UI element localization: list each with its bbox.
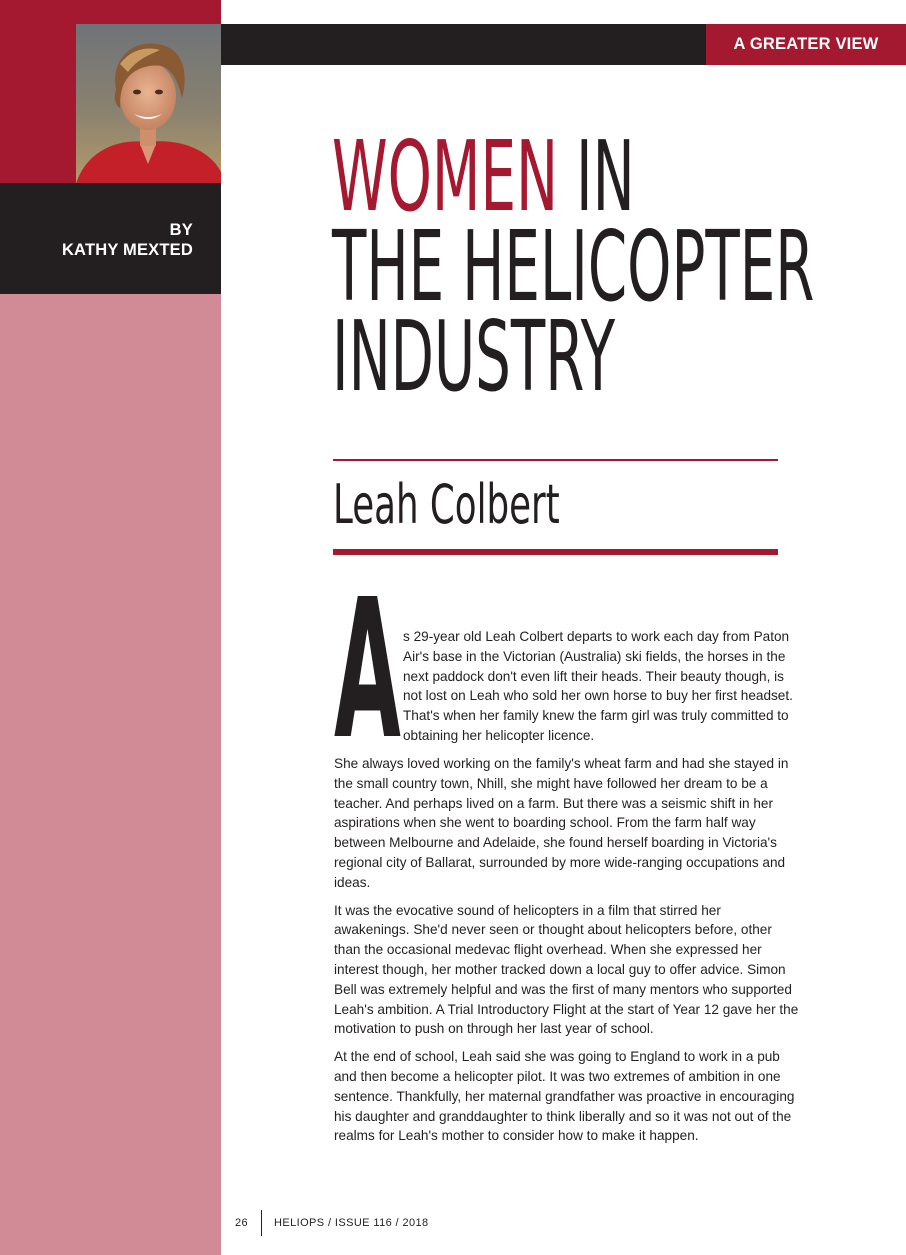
headline-accent-word: WOMEN (332, 120, 559, 233)
byline-prefix: BY (169, 221, 193, 239)
author-byline (62, 220, 193, 260)
article-headline (332, 120, 815, 413)
body-paragraph: At the end of school, Leah said she was going to England to work in a pub and then become a helicopter pilot. It was two extremes of ambition in one sentence. Thankfully, her maternal grandfather was proactive in encouraging his daughter and granddaughter to think liberally and so it was not out of the realms for Leah's mother to consider how to make it happen. (334, 1049, 795, 1144)
body-paragraph: It was the evocative sound of helicopters in a film that stirred her awakenings. She'd never seen or thought about helicopters before, other than the occasional medevac flight overhead. When she expressed her interest though, her mother tracked down a local guy to offer advice. Simon Bell was extremely helpful and was the first of many mentors who supported Leah's ambition. A Trial Introductory Flight at the start of Year 12 gave her the motivation to push on through her last year of school. (334, 902, 799, 1037)
divider-thin (333, 459, 778, 461)
footer-divider (261, 1210, 262, 1236)
divider-thick (333, 549, 778, 555)
publication-info: HELIOPS / ISSUE 116 / 2018 (274, 1217, 429, 1229)
intro-paragraph: s 29-year old Leah Colbert departs to work each day from Paton Air's base in the Victorian (Australia) ski fields, the horses in the next paddock don't even lift their heads. Their beauty though, is not lost on Leah who sold her own horse to buy her first headset. That's when her family knew the farm girl was truly committed to obtaining her helicopter licence. (403, 629, 793, 743)
byline-block (0, 183, 221, 294)
sidebar-pink-block (0, 294, 221, 1255)
page-number: 26 (235, 1217, 249, 1229)
headline-line-2: THE HELICOPTER (332, 210, 815, 323)
drop-cap: A (334, 559, 401, 782)
headline-line-1 (332, 120, 814, 233)
author-name: KATHY MEXTED (61, 241, 193, 259)
section-label: A GREATER VIEW (706, 24, 906, 65)
page-footer (235, 1210, 429, 1236)
headline-line-1-rest: IN (558, 120, 635, 233)
article-body (334, 754, 799, 1154)
body-paragraph: She always loved working on the family's wheat farm and had she stayed in the small country town, Nhill, she might have followed her dream to be a teacher. And perhaps lived on a farm. But there was a seismic shift in her aspirations when she went to boarding school. From the farm half way between Melbourne and Adelaide, she found herself boarding in Victoria's regional city of Ballarat, surrounded by more wide-ranging occupations and ideas. (334, 756, 789, 890)
headline-line-3: INDUSTRY (332, 300, 616, 413)
subject-name: Leah Colbert (333, 473, 560, 536)
author-portrait (76, 24, 221, 184)
